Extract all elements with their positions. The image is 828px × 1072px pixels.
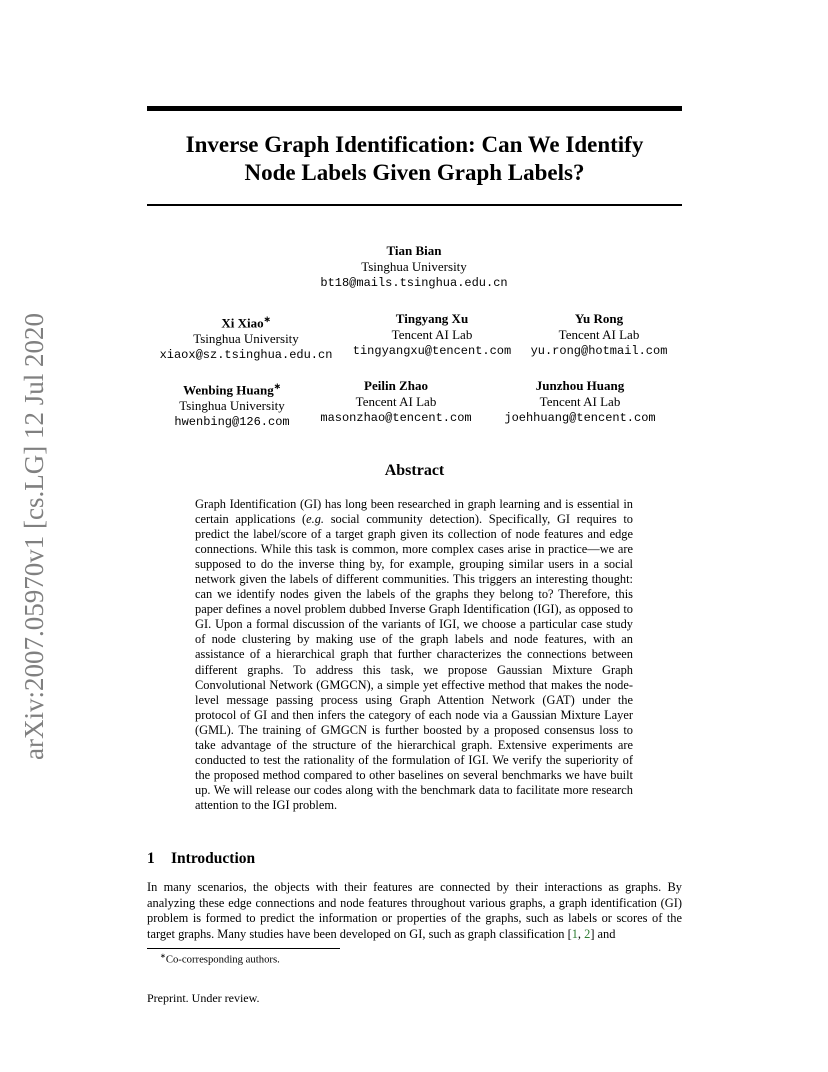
author-affiliation: Tsinghua University [179, 398, 285, 414]
preprint-footer: Preprint. Under review. [147, 991, 260, 1005]
title-line-1: Inverse Graph Identification: Can We Identify [185, 132, 644, 157]
abstract-text-2: social community detection). Specifically, GI requires to predict the label/score of a target graph given its collection of node features and edge connections. While this task is common, more complex cases arise in practice—we are supposed to do the inverse thing by, for example, grouping similar users in a social network given the labels of different communities. This triggers an interesting thought: can we identify nodes given the labels of the graphs they belong to? Therefore, this paper defines a novel problem dubbed Inverse Graph Identification (IGI), as opposed to GI. Upon a formal discussion of the variants of IGI, we choose a particular case study of node clustering by making use of the graph labels and node features, with an assistance of a hierarchical graph that further characterizes the connections between different graphs. To address this task, we propose Gaussian Mixture Graph Convolutional Network (GMGCN), a simple yet effective method that makes the node-level message passing process using Graph Attention Network (GAT) under the protocol of GI and then infers the category of each node via a Gaussian Mixture Layer (GML). The training of GMGCN is further boosted by a proposed consensus loss to take advantage of the structure of the hierarchical graph. Extensive experiments are conducted to test the rationality of the formulation of IGI. We verify the superiority of the proposed method compared to other baselines on several benchmarks we have built up. We will release our codes along with the benchmark data to facilitate more research attention to the IGI problem. [195, 512, 634, 812]
author-affiliation: Tencent AI Lab [355, 394, 437, 409]
author-affiliation: Tsinghua University [193, 331, 299, 347]
section-title: Introduction [171, 850, 256, 867]
title-top-rule [147, 106, 682, 111]
abstract-body [195, 497, 633, 813]
title-bottom-rule [147, 204, 682, 206]
author-name: Wenbing Huang [183, 382, 274, 398]
author-email: joehhuang@tencent.com [504, 411, 656, 425]
intro-text-end: ] and [590, 926, 616, 941]
author-block [499, 311, 699, 359]
author-email: bt18@mails.tsinghua.edu.cn [320, 276, 508, 290]
section-heading [147, 850, 255, 868]
author-mark: ∗ [273, 381, 281, 391]
author-name: Tingyang Xu [395, 311, 469, 326]
author-name: Peilin Zhao [364, 378, 428, 393]
title-line-2: Node Labels Given Graph Labels? [244, 160, 585, 185]
citation-link[interactable]: 1 [571, 926, 578, 941]
intro-text: In many scenarios, the objects with their features are connected by their interactions as graphs. By analyzing these edge connections and node features throughout various graphs, a graph identification (GI) problem is formed to predict the information or properties of the graphs, such as labels or scores of the target graphs. Many studies have been developed on GI, such as graph classification [ [147, 880, 682, 941]
author-affiliation: Tencent AI Lab [539, 394, 621, 409]
author-email: hwenbing@126.com [174, 415, 290, 430]
footnote-text: Co-corresponding authors. [165, 953, 280, 966]
author-block [480, 378, 680, 426]
author-email: yu.rong@hotmail.com [530, 344, 668, 358]
abstract-text-1: Graph Identification (GI) has long been researched in graph learning and is essential in certain applications ( [195, 497, 633, 527]
footnote-mark: ∗ [160, 952, 166, 960]
arxiv-stamp: arXiv:2007.05970v1 [cs.LG] 12 Jul 2020 [19, 313, 49, 760]
author-name: Yu Rong [574, 311, 624, 326]
section-number: 1 [147, 850, 155, 867]
footnote [160, 952, 280, 966]
author-email: masonzhao@tencent.com [320, 411, 472, 425]
author-name: Xi Xiao [221, 315, 264, 331]
abstract-eg: e.g. [306, 512, 325, 527]
abstract-heading: Abstract [384, 462, 445, 479]
paper-title [147, 131, 682, 187]
author-affiliation: Tsinghua University [361, 259, 467, 274]
author-block [146, 311, 346, 363]
citation-separator: , [577, 926, 585, 941]
author-name: Junzhou Huang [535, 378, 625, 393]
author-affiliation: Tencent AI Lab [391, 327, 473, 342]
author-email: xiaox@sz.tsinghua.edu.cn [159, 348, 333, 363]
footnote-rule [147, 948, 340, 949]
intro-paragraph [147, 880, 682, 942]
author-block [264, 243, 564, 291]
author-affiliation: Tencent AI Lab [558, 327, 640, 342]
author-name: Tian Bian [386, 243, 442, 258]
author-mark: ∗ [263, 314, 271, 324]
citation-link[interactable]: 2 [584, 926, 591, 941]
author-block [296, 378, 496, 426]
author-email: tingyangxu@tencent.com [352, 344, 512, 358]
